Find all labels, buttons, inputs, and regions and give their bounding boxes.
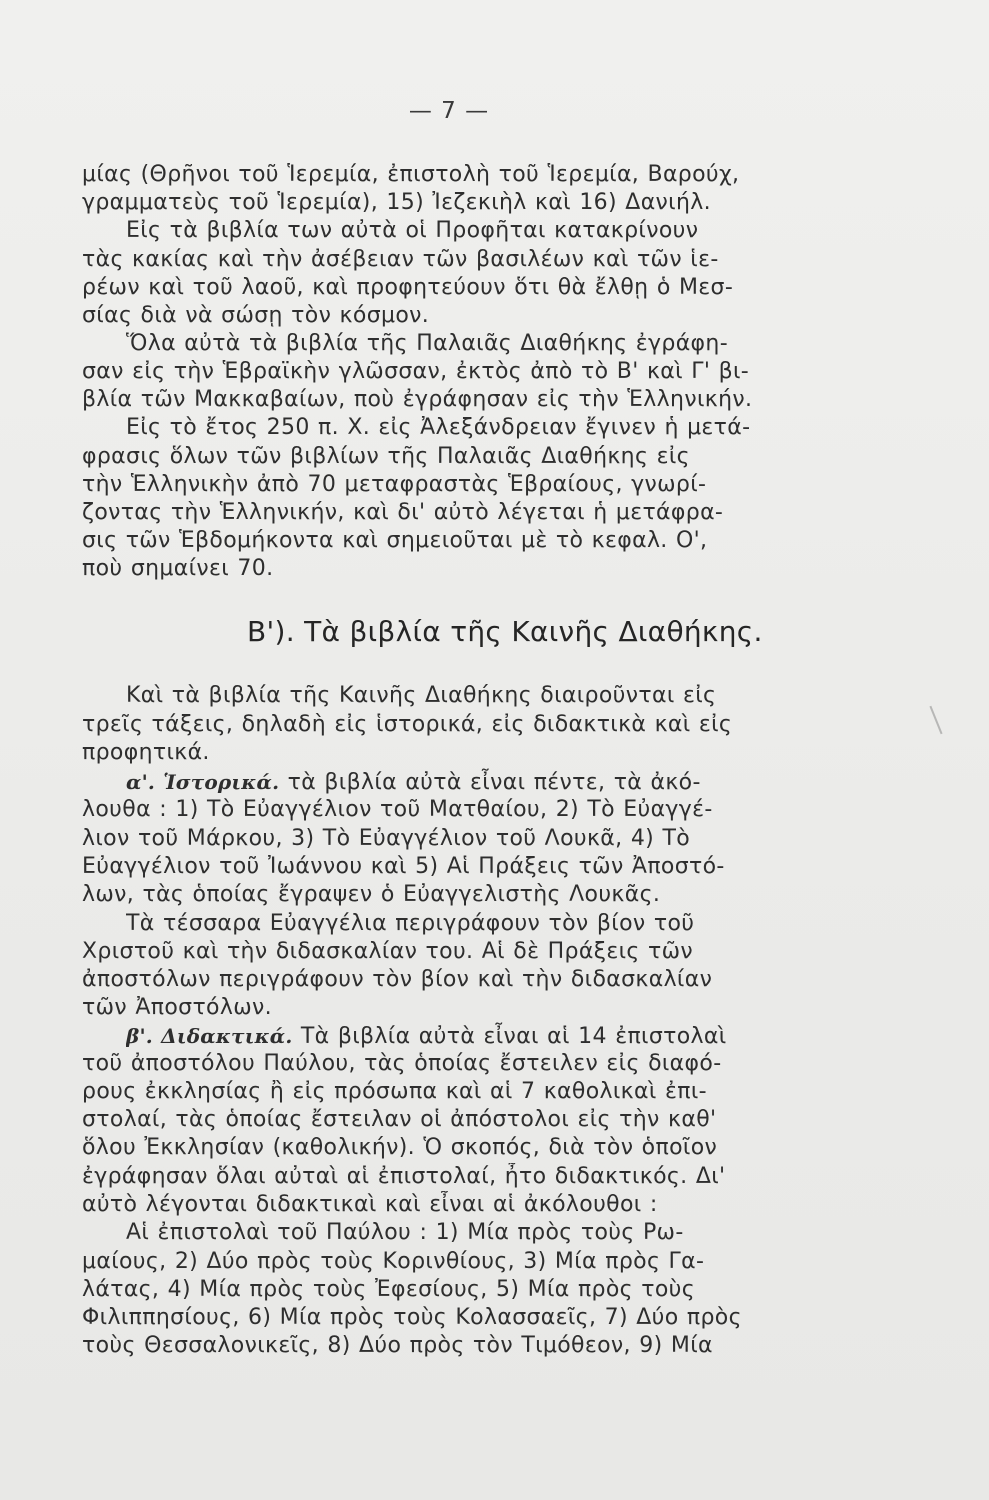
text-line: τὴν Ἑλληνικὴν ἀπὸ 70 μεταφραστὰς Ἑβραίους, γνωρί- (82, 472, 707, 497)
text-line: στολαί, τὰς ὁποίας ἔστειλαν οἱ ἀπόστολοι εἰς τὴν καθ' (82, 1107, 717, 1132)
text-line: Εἰς τὰ βιβλία των αὐτὰ οἱ Προφῆται κατακρίνουν (126, 218, 699, 243)
text-line: τὰς κακίας καὶ τὴν ἀσέβειαν τῶν βασιλέων καὶ τῶν ἱε- (82, 247, 719, 272)
text-line: αὐτὸ λέγονται διδακτικαὶ καὶ εἶναι αἱ ἀκόλουθοι : (82, 1192, 658, 1217)
text-line: ζοντας τὴν Ἑλληνικήν, καὶ δι' αὐτὸ λέγεται ἡ μετάφρα- (82, 500, 724, 525)
text-line: σίας διὰ νὰ σώσῃ τὸν κόσμον. (82, 303, 430, 328)
text-line: λουθα : 1) Τὸ Εὐαγγέλιον τοῦ Ματθαίου, 2) Τὸ Εὐαγγέ- (82, 797, 713, 822)
text-line: ἐγράφησαν ὅλαι αὐταὶ αἱ ἐπιστολαί, ἦτο διδακτικός. Δι' (82, 1164, 726, 1189)
text-line: Εὐαγγέλιον τοῦ Ἰωάννου καὶ 5) Αἱ Πράξεις τῶν Ἀποστό- (82, 854, 725, 879)
text-line: μίας (Θρῆνοι τοῦ Ἱερεμία, ἐπιστολὴ τοῦ Ἱερεμία, Βαρούχ, (82, 162, 740, 187)
text-line: ὅλου Ἐκκλησίαν (καθολικήν). Ὁ σκοπός, διὰ τὸν ὁποῖον (82, 1135, 718, 1160)
text-line: Καὶ τὰ βιβλία τῆς Καινῆς Διαθήκης διαιροῦνται εἰς (126, 683, 717, 708)
text-line: μαίους, 2) Δύο πρὸς τοὺς Κορινθίους, 3) Μία πρὸς Γα- (82, 1249, 705, 1274)
text-line: τρεῖς τάξεις, δηλαδὴ εἰς ἱστορικά, εἰς διδακτικὰ καὶ εἰς (82, 712, 733, 737)
page-edge-mark (929, 706, 942, 735)
text-line: Χριστοῦ καὶ τὴν διδασκαλίαν του. Αἱ δὲ Πράξεις τῶν (82, 939, 693, 964)
text-line: γραμματεὺς τοῦ Ἱερεμία), 15) Ἰεζεκιὴλ καὶ 16) Δανιήλ. (82, 190, 711, 215)
text-line: Εἰς τὸ ἔτος 250 π. Χ. εἰς Ἀλεξάνδρειαν ἔγινεν ἡ μετά- (126, 415, 751, 440)
text-line: ρέων καὶ τοῦ λαοῦ, καὶ προφητεύουν ὅτι θὰ ἔλθῃ ὁ Μεσ- (82, 275, 734, 300)
run-in-text: τὰ βιβλία αὐτὰ εἶναι πέντε, τὰ ἀκό- (287, 770, 701, 795)
text-line: προφητικά. (82, 740, 210, 765)
text-line: λων, τὰς ὁποίας ἔγραψεν ὁ Εὐαγγελιστὴς Λουκᾶς. (82, 882, 661, 907)
text-line: ἀποστόλων περιγράφουν τὸν βίον καὶ τὴν διδασκαλίαν (82, 967, 713, 992)
run-in-text: Τὰ βιβλία αὐτὰ εἶναι αἱ 14 ἐπιστολαὶ (300, 1024, 727, 1049)
text-line: βλία τῶν Μακκαβαίων, ποὺ ἐγράφησαν εἰς τὴν Ἑλληνικήν. (82, 387, 753, 412)
text-line: τοῦ ἀποστόλου Παύλου, τὰς ὁποίας ἔστειλεν εἰς διαφό- (82, 1051, 722, 1076)
text-line: ρους ἐκκλησίας ἢ εἰς πρόσωπα καὶ αἱ 7 καθολικαὶ ἐπι- (82, 1079, 707, 1104)
page-number: — 7 — (408, 98, 490, 124)
text-line: ποὺ σημαίνει 70. (82, 556, 274, 581)
text-line-with-run-in (126, 1022, 824, 1051)
text-line: Τὰ τέσσαρα Εὐαγγέλια περιγράφουν τὸν βίον τοῦ (126, 911, 695, 936)
text-line: λάτας, 4) Μία πρὸς τοὺς Ἐφεσίους, 5) Μία πρὸς τοὺς (82, 1277, 696, 1302)
text-line: φρασις ὅλων τῶν βιβλίων τῆς Παλαιᾶς Διαθήκης εἰς (82, 444, 690, 469)
run-in-didactic: β'. Διδακτικά. (126, 1024, 293, 1048)
text-line: λιον τοῦ Μάρκου, 3) Τὸ Εὐαγγέλιον τοῦ Λουκᾶ, 4) Τὸ (82, 826, 691, 851)
run-in-historical: α'. Ἱστορικά. (126, 770, 280, 794)
text-line: τοὺς Θεσσαλονικεῖς, 8) Δύο πρὸς τὸν Τιμόθεον, 9) Μία (82, 1333, 713, 1358)
text-line: τῶν Ἀποστόλων. (82, 995, 272, 1020)
text-line: Φιλιππησίους, 6) Μία πρὸς τοὺς Κολασσαεῖς, 7) Δύο πρὸς (82, 1305, 742, 1330)
text-line-with-run-in (126, 768, 824, 797)
section-heading: Β'). Τὰ βιβλία τῆς Καινῆς Διαθήκης. (247, 615, 763, 648)
text-line: Ὅλα αὐτὰ τὰ βιβλία τῆς Παλαιᾶς Διαθήκης ἐγράφη- (126, 331, 729, 356)
text-line: Αἱ ἐπιστολαὶ τοῦ Παύλου : 1) Μία πρὸς τοὺς Ρω- (126, 1220, 684, 1245)
text-line: σις τῶν Ἑβδομήκοντα καὶ σημειοῦται μὲ τὸ κεφαλ. Ο', (82, 528, 708, 553)
text-line: σαν εἰς τὴν Ἑβραϊκὴν γλῶσσαν, ἐκτὸς ἀπὸ τὸ Β' καὶ Γ' βι- (82, 359, 750, 384)
